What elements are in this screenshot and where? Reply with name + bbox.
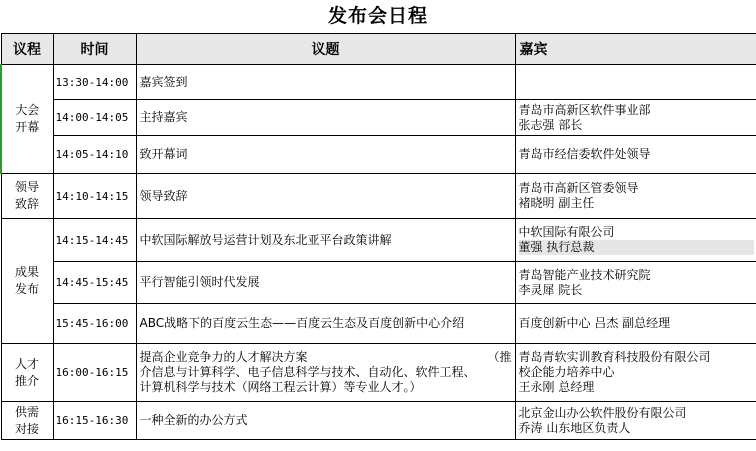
section-label-line: 发布 [14,282,39,296]
guest-line: 青岛市高新区管委领导 [518,181,639,195]
guest-cell [515,344,756,402]
section-leaders [1,174,53,219]
guest-line: 李灵犀 院长 [518,282,583,297]
section-label-line: 致辞 [14,197,39,211]
table-row [1,219,756,262]
guest-line: 百度创新中心 吕杰 副总经理 [518,316,671,330]
topic-cell: 主持嘉宾 [136,100,515,136]
topic-line: 计算机科学与技术（网络工程云计算）等专业人才。） [139,380,422,394]
time-cell: 14:05-14:10 [53,136,136,174]
section-label-line: 人才 [14,356,39,371]
topic-cell: 一种全新的办公方式 [136,402,515,440]
header-guest: 嘉宾 [515,34,756,65]
table-row [1,344,756,402]
guest-line: 校企能力培养中心 [518,365,615,379]
guest-line: 褚晓明 副主任 [518,196,595,210]
table-row [1,174,756,219]
time-cell: 14:45-15:45 [53,262,136,304]
section-label [4,264,51,298]
section-label [4,179,51,213]
page-title: 发布会日程 [327,5,428,27]
time-cell: 14:00-14:05 [53,100,136,136]
topic-cell: 领导致辞 [136,174,515,219]
topic-cell: 致开幕词 [136,136,515,174]
schedule-table [0,33,756,440]
section-label-line: 推介 [14,373,39,388]
topic-cell: 平行智能引领时代发展 [136,262,515,304]
guest-line: 青岛市高新区软件事业部 [518,102,651,117]
topic-line: （推 [487,350,512,364]
time-cell: 15:45-16:00 [53,304,136,344]
section-label-line: 成果 [14,265,39,279]
section-supply [1,402,53,440]
guest-cell [515,174,756,219]
table-row [1,304,756,344]
section-label [4,356,51,390]
table-row [1,402,756,440]
guest-line: 董强 执行总裁 [519,240,754,255]
section-label-line: 领导 [14,180,39,194]
time-cell: 16:15-16:30 [53,402,136,440]
table-row [1,136,756,174]
guest-cell [515,65,756,100]
topic-cell [136,344,515,402]
header-row [1,34,756,65]
topic-line: 介信息与计算科学、电子信息科学与技术、自动化、软件工程、 [139,365,476,379]
guest-cell [515,100,756,136]
section-label-line: 供需 [14,404,39,419]
guest-line: 张志强 部长 [518,117,583,132]
guest-line: 乔涛 山东地区负责人 [518,420,631,435]
guest-cell [515,402,756,440]
section-opening [1,65,53,174]
section-results [1,219,53,344]
guest-cell [515,136,756,174]
section-label-line: 开幕 [15,120,40,134]
section-label [4,404,51,438]
guest-cell [515,304,756,344]
section-label-line: 大会 [15,103,40,117]
topic-cell: 嘉宾签到 [136,65,515,100]
table-row [1,262,756,304]
table-row [1,65,756,100]
section-talent [1,344,53,402]
guest-cell [515,262,756,304]
topic-cell: ABC战略下的百度云生态——百度云生态及百度创新中心介绍 [136,304,515,344]
topic-cell: 中软国际解放号运营计划及东北亚平台政策讲解 [136,219,515,262]
topic-line: 提高企业竞争力的人才解决方案 [139,350,308,364]
guest-line: 青岛市经信委软件处领导 [518,147,651,161]
guest-cell [515,219,756,262]
time-cell: 13:30-14:00 [53,65,136,100]
header-section: 议程 [1,34,53,65]
time-cell: 14:10-14:15 [53,174,136,219]
section-label-line: 对接 [14,421,39,436]
guest-line: 青岛青软实训教育科技股份有限公司 [518,350,711,364]
guest-line: 中软国际有限公司 [518,225,615,239]
time-cell: 16:00-16:15 [53,344,136,402]
guest-line: 青岛智能产业技术研究院 [518,267,651,282]
section-label [4,102,51,136]
header-topic: 议题 [136,34,515,65]
header-time: 时间 [53,34,136,65]
time-cell: 14:15-14:45 [53,219,136,262]
table-row [1,100,756,136]
guest-line: 北京金山办公软件股份有限公司 [518,405,687,420]
guest-line: 王永刚 总经理 [518,380,595,394]
